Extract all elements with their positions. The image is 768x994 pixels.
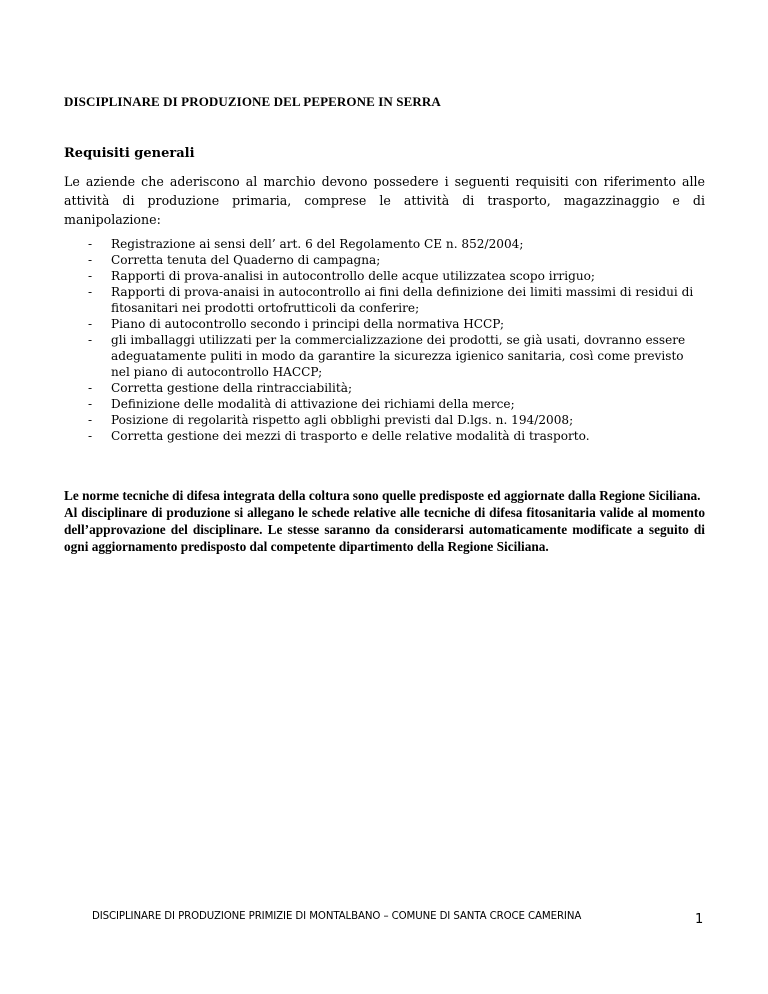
notes-block xyxy=(64,487,705,555)
requirement-text: Corretta tenuta del Quaderno di campagna; xyxy=(111,253,381,267)
bullet-dash: - xyxy=(88,237,93,251)
bullet-dash: - xyxy=(88,429,93,443)
requirement-text: Posizione di regolarità rispetto agli obblighi previsti dal D.lgs. n. 194/2008; xyxy=(111,413,574,427)
requirement-text: Registrazione ai sensi dell’ art. 6 del Regolamento CE n. 852/2004; xyxy=(111,237,524,251)
page-number: 1 xyxy=(695,912,704,927)
bullet-dash: - xyxy=(88,397,93,411)
list-item xyxy=(64,236,704,252)
list-item xyxy=(64,284,704,316)
bullet-dash: - xyxy=(88,381,93,395)
bullet-dash: - xyxy=(88,413,93,427)
document-title: DISCIPLINARE DI PRODUZIONE DEL PEPERONE IN SERRA xyxy=(64,94,441,109)
list-item xyxy=(64,380,704,396)
note-paragraph: Al disciplinare di produzione si allegano le schede relative alle tecniche di difesa fitosanitaria valide al momento dell’approvazione del disciplinare. Le stesse saranno da considerarsi automaticamente modificate a seguito di ogni aggiornamento predisposto dal competente dipartimento della Regione Siciliana. xyxy=(64,505,705,554)
requirement-text: Rapporti di prova-analisi in autocontrollo delle acque utilizzatea scopo irriguo; xyxy=(111,269,595,283)
section-heading: Requisiti generali xyxy=(64,146,195,161)
requirement-text: Corretta gestione della rintracciabilità; xyxy=(111,381,353,395)
bullet-dash: - xyxy=(88,285,93,299)
list-item xyxy=(64,252,704,268)
requirement-text: Definizione delle modalità di attivazione dei richiami della merce; xyxy=(111,397,515,411)
list-item xyxy=(64,268,704,284)
requirement-text: Piano di autocontrollo secondo i principi della normativa HCCP; xyxy=(111,317,505,331)
bullet-dash: - xyxy=(88,333,93,347)
list-item xyxy=(64,396,704,412)
bullet-dash: - xyxy=(88,269,93,283)
note-paragraph: Le norme tecniche di difesa integrata della coltura sono quelle predisposte ed aggiornate dalla Regione Siciliana. xyxy=(64,488,701,503)
requirement-text: gli imballaggi utilizzati per la commercializzazione dei prodotti, se già usati, dovranno essere adeguatamente puliti in modo da garantire la sicurezza igienico sanitaria, così come previsto nel piano di autocontrollo HACCP; xyxy=(111,333,686,379)
intro-paragraph: Le aziende che aderiscono al marchio devono possedere i seguenti requisiti con riferimento alle attività di produzione primaria, comprese le attività di trasporto, magazzinaggio e di manipolazione: xyxy=(64,174,705,227)
list-item xyxy=(64,316,704,332)
list-item xyxy=(64,428,704,444)
bullet-dash: - xyxy=(88,317,93,331)
requirements-list xyxy=(64,236,704,444)
requirement-text: Rapporti di prova-anaisi in autocontrollo ai fini della definizione dei limiti massimi di residui di fitosanitari nei prodotti ortofrutticoli da conferire; xyxy=(111,285,694,315)
bullet-dash: - xyxy=(88,253,93,267)
page-footer: DISCIPLINARE DI PRODUZIONE PRIMIZIE DI MONTALBANO – COMUNE DI SANTA CROCE CAMERINA xyxy=(92,911,582,922)
list-item xyxy=(64,332,704,380)
list-item xyxy=(64,412,704,428)
requirement-text: Corretta gestione dei mezzi di trasporto e delle relative modalità di trasporto. xyxy=(111,429,590,443)
